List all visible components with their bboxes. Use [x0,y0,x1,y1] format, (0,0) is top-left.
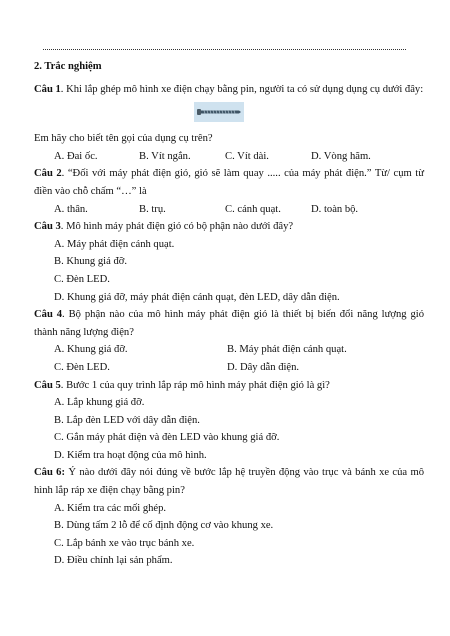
option-d: D. Dây dẫn điện. [227,361,300,373]
question-1-options [54,148,424,166]
question-2-options [54,201,424,219]
option-b: B. trụ. [139,203,166,215]
question-label: Câu 1 [34,83,61,95]
option-c: C. cánh quạt. [225,203,281,215]
option-d: D. Kiểm tra hoạt động của mô hình. [54,449,207,461]
question-text: . Khi lắp ghép mô hình xe điện chạy bằng pin, người ta có sử dụng dụng cụ dưới đây: [60,83,424,95]
option-d: D. Vòng hãm. [311,150,371,162]
question-label: Câu 3 [34,221,61,233]
option-d: D. toàn bộ. [311,203,359,215]
option-a: A. Lắp khung giá đỡ. [54,397,145,409]
option-a: A. Kiểm tra các mối ghép. [54,502,167,514]
option-d: D. Khung giá đỡ, máy phát điện cánh quạt, đèn LED, dây dẫn điện. [54,291,340,303]
question-3 [34,218,424,236]
screw-image [14,102,424,126]
question-4 [34,306,424,341]
option-a: A. Máy phát điện cánh quạt. [54,238,175,250]
option-b: B. Dùng tấm 2 lỗ để cố định động cơ vào khung xe. [54,520,274,532]
worksheet-page [34,41,424,570]
option-b: B. Lắp đèn LED với dây dẫn điện. [54,414,200,426]
option-c: C. Đèn LED. [54,361,110,373]
option-b: B. Máy phát điện cánh quạt. [227,344,347,356]
option-c: C. Đèn LED. [54,273,110,285]
question-1-followup: Em hãy cho biết tên gọi của dụng cụ trên? [34,133,213,145]
option-a: A. Đai ốc. [54,150,98,162]
option-a: A. Khung giá đỡ. [54,344,128,356]
question-4-options-row-1 [54,341,424,359]
question-text: . Mô hình máy phát điện gió có bộ phận nào dưới đây? [60,221,294,233]
option-c: C. Vít dài. [225,150,269,162]
dotted-line [43,41,406,50]
question-1 [34,81,424,99]
question-label: Câu 5 [34,379,61,391]
question-text: . “Đối với máy phát điện gió, gió sẽ làm quay ..... của máy phát điện.” Từ/ cụm từ điền vào chỗ chấm “…” là [34,168,424,197]
question-5 [34,377,424,395]
option-c: C. Gắn máy phát điện và đèn LED vào khung giá đỡ. [54,432,280,444]
section-title: 2. Trắc nghiệm [34,61,102,72]
question-4-options-row-2 [54,359,424,377]
long-screw-icon [194,102,244,122]
question-label: Câu 2 [34,168,62,180]
option-b: B. Khung giá đỡ. [54,256,127,268]
option-c: C. Lắp bánh xe vào trục bánh xe. [54,537,195,549]
question-6 [34,464,424,499]
question-text: . Bộ phận nào của mô hình máy phát điện gió là thiết bị biến đổi năng lượng gió thành năng lượng điện? [34,309,424,338]
option-a: A. thân. [54,203,88,215]
question-text: . Bước 1 của quy trình lắp ráp mô hình máy phát điện gió là gì? [60,379,330,391]
question-text: Ý nào dưới đây nói đúng về bước lắp hệ truyền động vào trục và bánh xe của mô hình lắp ráp xe điện chạy bằng pin? [34,467,425,497]
question-label: Câu 6: [34,467,65,479]
question-label: Câu 4 [34,309,63,321]
question-2 [34,165,424,200]
option-b: B. Vít ngắn. [139,150,191,162]
option-d: D. Điều chỉnh lại sản phẩm. [54,555,173,567]
